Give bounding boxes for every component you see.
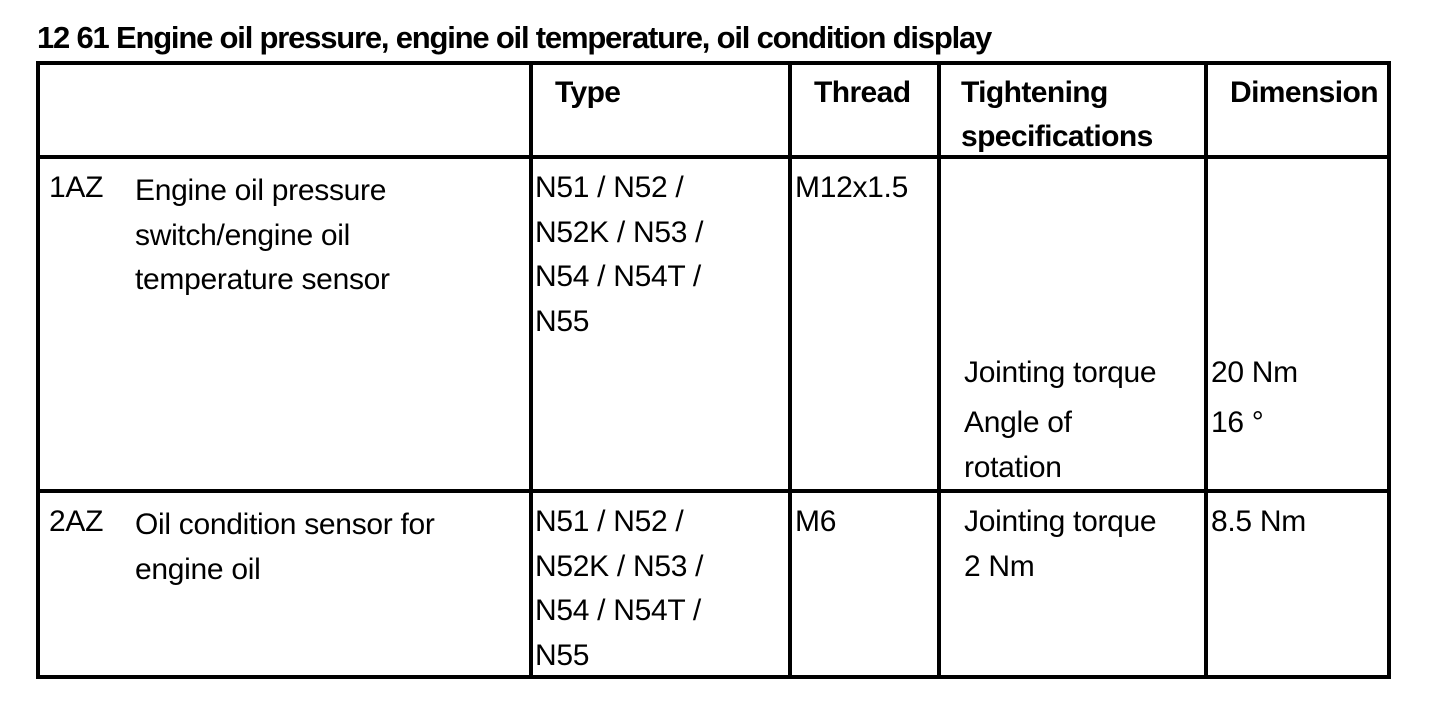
row-2-code: 2AZ [49,505,104,538]
row-2-spec-jointing-torque: Jointing torque 2 Nm [964,505,1157,583]
row-1-dim-jointing-torque: 20 Nm [1211,356,1298,389]
row-1-description: Engine oil pressure switch/engine oil temperature sensor [135,174,390,296]
header-dimension: Dimension [1230,76,1378,109]
header-tightening-specifications: Tightening specifications [961,76,1153,153]
row-2-thread: M6 [795,505,837,538]
row-1-type: N51 / N52 / N52K / N53 / N54 / N54T / N55 [535,171,704,338]
row-divider [40,489,1387,493]
header-type: Type [555,76,621,109]
row-1-code: 1AZ [49,171,104,204]
row-1-spec-angle-of-rotation: Angle of rotation [964,406,1072,484]
specification-table [36,61,1391,679]
header-thread: Thread [814,76,911,109]
page-title: 12 61 Engine oil pressure, engine oil temperature, oil condition display [37,20,992,55]
row-2-dim-jointing-torque: 8.5 Nm [1211,505,1306,538]
row-1-dim-angle-of-rotation: 16 ° [1211,406,1264,439]
row-divider [40,155,1387,159]
row-1-thread: M12x1.5 [795,171,908,204]
row-2-type: N51 / N52 / N52K / N53 / N54 / N54T / N55 [535,505,704,672]
row-1-spec-jointing-torque: Jointing torque [964,356,1157,389]
row-2-description: Oil condition sensor for engine oil [135,508,435,586]
